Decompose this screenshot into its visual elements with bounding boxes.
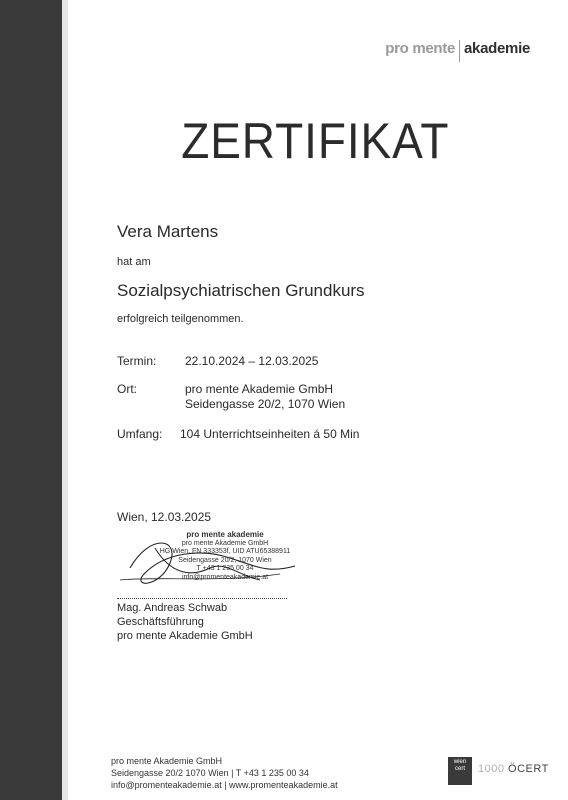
- stamp-line3: Seidengasse 20/2, 1070 Wien: [178, 556, 272, 564]
- umfang-value: 104 Unterrichtseinheiten á 50 Min: [180, 427, 360, 441]
- signatory-org: pro mente Akademie GmbH: [117, 630, 253, 642]
- wiencert-top: wien: [453, 759, 467, 765]
- signatory-name: Mag. Andreas Schwab: [117, 602, 228, 614]
- umfang-label: Umfang:: [117, 427, 163, 441]
- footer-company: pro mente Akademie GmbH: [111, 756, 223, 766]
- wiencert-bottom: cert: [454, 766, 465, 772]
- completed-text: erfolgreich teilgenommen.: [117, 313, 244, 325]
- ort-label: Ort:: [117, 382, 137, 396]
- signatory-role: Geschäftsführung: [117, 616, 204, 628]
- hat-am-text: hat am: [117, 256, 151, 268]
- pro-mente-akademie-logo: [385, 40, 530, 62]
- signature-line: [117, 598, 287, 599]
- stamp-line1: pro mente Akademie GmbH: [181, 539, 269, 547]
- stamp-logo: pro mente akademie: [186, 530, 264, 539]
- stamp-line4: T +43 1 235 00 34: [196, 565, 254, 572]
- certificate-title: ZERTIFIKAT: [181, 113, 450, 169]
- place-date: Wien, 12.03.2025: [117, 510, 212, 524]
- oecert-logo: [478, 763, 549, 775]
- logo-separator: [459, 40, 460, 62]
- footer-contact: info@promenteakademie.at | www.promenteakademie.at: [111, 780, 338, 790]
- course-name: Sozialpsychiatrischen Grundkurs: [117, 281, 365, 300]
- handwritten-signature: [110, 528, 300, 598]
- logo-pro-mente: pro mente: [385, 40, 456, 57]
- ort-line2: Seidengasse 20/2, 1070 Wien: [185, 397, 346, 411]
- logo-akademie: akademie: [464, 40, 530, 57]
- wiencert-logo: [448, 757, 472, 785]
- oecert-label: ÖCERT: [508, 763, 549, 775]
- stamp-line5: info@promenteakademie.at: [181, 573, 269, 581]
- recipient-name: Vera Martens: [117, 222, 219, 241]
- footer-address: Seidengasse 20/2 1070 Wien | T +43 1 235 00 34: [111, 768, 309, 778]
- termin-label: Termin:: [117, 354, 157, 368]
- termin-value: 22.10.2024 – 12.03.2025: [185, 354, 319, 368]
- oecert-number: 1000: [478, 763, 505, 775]
- ort-line1: pro mente Akademie GmbH: [185, 382, 334, 396]
- stamp-line2: HG Wien, FN 333353f, UID ATU65388911: [159, 548, 291, 555]
